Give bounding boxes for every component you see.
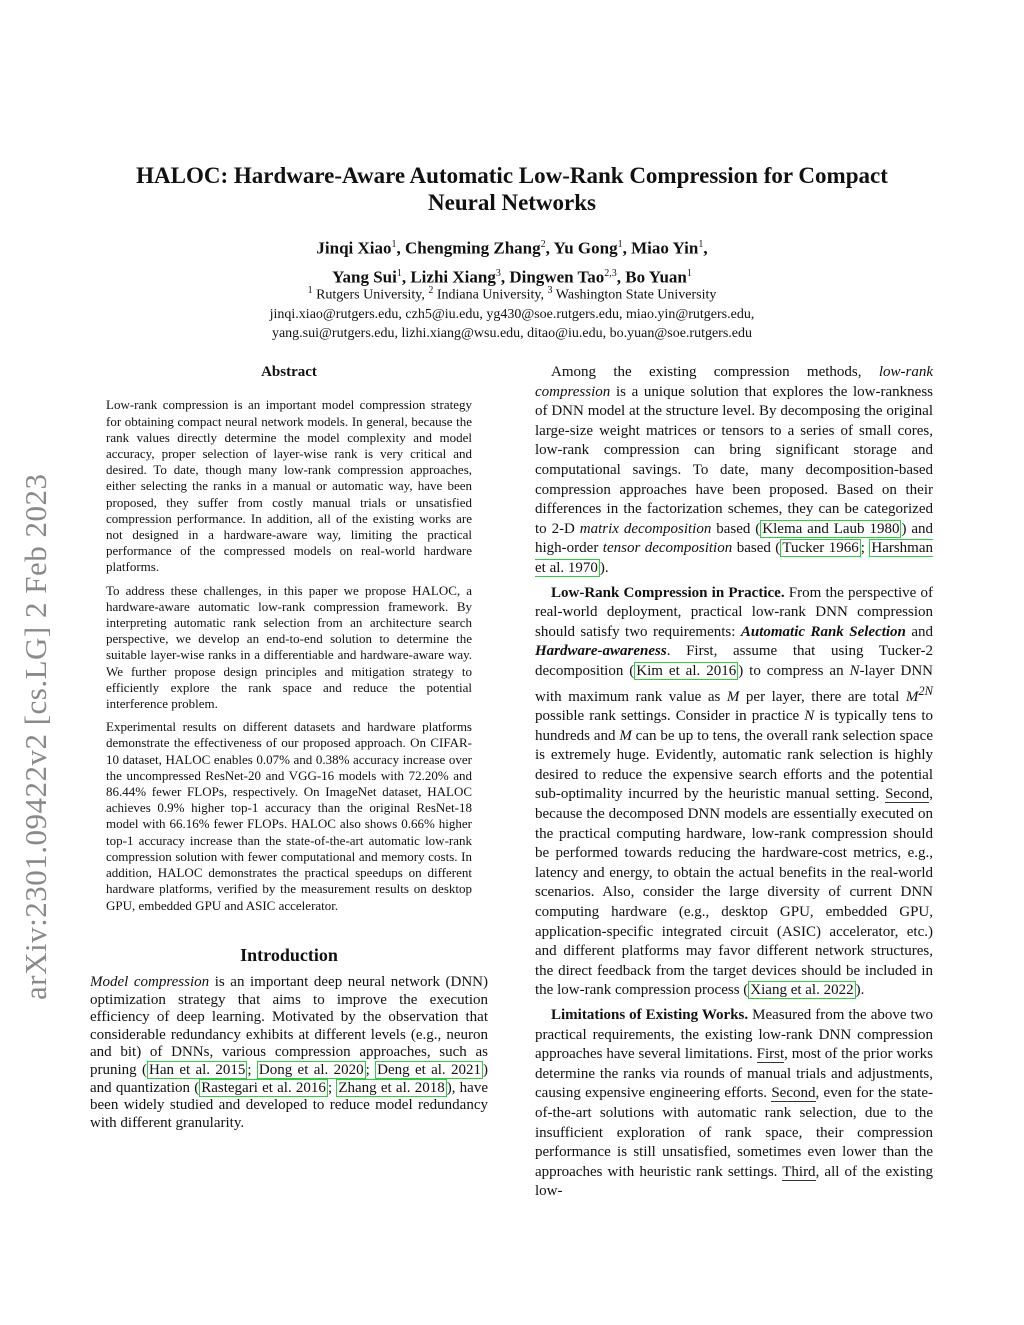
affiliation-name: Washington State University [555, 287, 717, 303]
affiliation-name: Indiana University [436, 287, 541, 303]
author-affiliation-mark: 1 [396, 267, 402, 279]
paper-title [80, 162, 944, 216]
citation-link[interactable]: Dong et al. 2020 [258, 1062, 364, 1079]
email-line-1: jinqi.xiao@rutgers.edu, czh5@iu.edu, yg430@soe.rutgers.edu, miao.yin@rutgers.edu, [269, 306, 755, 322]
text: ; [247, 1062, 257, 1079]
author-affiliation-mark: 2,3 [604, 267, 617, 279]
citation-link[interactable]: Klema and Laub 1980 [762, 520, 900, 537]
text: is a unique solution that explores the low-rankness of DNN model at the structure level. By decomposing the original large-size weight matrices or tensors to a series of small cores, low-rank compression can bring significant storage and computational savings. To date, many decomposition-based compression approaches have been proposed. Based on their differences in the factorization schemes, they can be categorized to 2-D [535, 383, 933, 537]
author-affiliation-mark: 1 [686, 267, 692, 279]
citation-link[interactable]: Tucker 1966 [782, 540, 859, 557]
author-name: Lizhi Xiang [410, 267, 496, 287]
affiliation-number: 3 [547, 285, 553, 296]
text: ) and high-order [535, 520, 934, 557]
text: , because the decomposed DNN models are essentially executed on the practical computing hardware, low-rank compression should be performed towards reducing the hardware-cost metrics, e.g., latency and energy, to obtain the actual benefits in the real-world scenarios. Also, consider the large diversity of current DNN computing hardware (e.g., desktop GPU, embedded GPU, application-specific integrated circuit (ASIC) accelerator, etc.) and different platforms may favor different network structures, the direct feedback from the target devices should be included in the low-rank compression process ( [535, 786, 933, 999]
body-paragraph [535, 584, 933, 1001]
text: is an important deep neural network (DNN) optimization strategy that aims to improve the execution efficiency of deep learning. Motivated by the observation that considerable redundancy exhibits at different levels (e.g., neuron and bit) of DNNs, various compression approaches, such as pruning ( [90, 974, 488, 1079]
abstract-paragraph: Low-rank compression is an important model compression strategy for obtaining compact neural network models. In general, because the rank values directly determine the model complexity and model accuracy, proper selection of layer-wise rank is very critical and desired. To date, though many low-rank compression approaches, either selecting the ranks in a manual or automatic way, have been proposed, they suffer from costly manual trials or unsatisfied compression performance. In addition, all of the existing works are not designed in a hardware-aware way, limiting the practical performance of the compressed models on real-world hardware platforms. [106, 397, 472, 575]
text: ; [365, 1062, 376, 1079]
citation-link[interactable]: Xiang et al. 2022 [750, 982, 854, 999]
emphasis: Model compression [90, 974, 210, 991]
left-column [90, 360, 488, 1132]
citation-link[interactable]: Deng et al. 2021 [377, 1062, 482, 1079]
text: and [905, 623, 933, 640]
author-affiliation-mark: 1 [391, 239, 397, 250]
text: , even for the state-of-the-art solutions with automatic rank selection, due to the insufficient exploration of rank space, their compression performance is still unsatisfied, sometimes even lower than the approaches with heuristic rank settings. [535, 1085, 933, 1180]
author-name: Jinqi Xiao [316, 238, 392, 258]
author-line-1: Jinqi Xiao$^1$, Chengming Zhang$^2$, Yu Gong$^1$, Miao Yin$^1$, [316, 238, 708, 258]
author-name: Chengming Zhang [405, 238, 541, 258]
author-name: Yang Sui [332, 267, 397, 287]
abstract-heading: Abstract [261, 364, 317, 380]
author-affiliation-mark: 2 [540, 239, 546, 250]
text: ). [855, 982, 865, 999]
text: Measured from the above two practical requirements, the existing low-rank DNN compression approaches have several limitations. [535, 1007, 933, 1063]
arxiv-identifier: arXiv:2301.09422v2 [cs.LG] 2 Feb 2023 [18, 473, 53, 1000]
math-symbol: M [619, 727, 632, 744]
body-paragraph [535, 363, 933, 579]
text: . First, assume that using Tucker-2 decomposition ( [535, 643, 933, 679]
author-name: Yu Gong [553, 238, 618, 258]
email-line-2: yang.sui@rutgers.edu, lizhi.xiang@wsu.edu, ditao@iu.edu, bo.yuan@soe.rutgers.edu [271, 325, 753, 341]
text: , most of the prior works determine the ranks via rounds of manual trials and adjustments, causing expensive engineering efforts. [535, 1046, 933, 1102]
affiliation-line: $^1$ Rutgers University, $^2$ Indiana University, $^3$ Washington State University [307, 285, 717, 303]
underlined-word: Second [885, 786, 930, 803]
underlined-word: First [756, 1046, 785, 1063]
title-line-2: Neural Networks [428, 190, 596, 215]
math-symbol: M [726, 688, 740, 705]
text: ; [327, 1079, 337, 1096]
abstract-body [90, 397, 488, 913]
text: based ( [711, 520, 761, 537]
text: Among the existing compression methods, [551, 364, 879, 380]
affiliations [80, 281, 944, 343]
citation-link[interactable]: Han et al. 2015 [149, 1062, 246, 1079]
emphasis: low-rank compression [535, 364, 933, 400]
math-symbol: N [849, 662, 860, 679]
text: per layer, there are total [739, 688, 906, 705]
math-symbol: M [905, 688, 919, 705]
underlined-word: Third [782, 1163, 816, 1180]
text: ) to compress an [738, 662, 850, 679]
math-exponent: 2N [918, 683, 933, 698]
author-affiliation-mark: 1 [698, 239, 704, 250]
citation-link[interactable]: Kim et al. 2016 [636, 662, 737, 679]
author-name: Dingwen Tao [509, 267, 605, 287]
body-paragraph [535, 1006, 933, 1202]
text: ; [860, 540, 870, 557]
affiliation-number: 2 [428, 285, 434, 296]
intro-paragraph [90, 974, 488, 1132]
emphasis: Automatic Rank Selection [740, 623, 906, 640]
text: From the perspective of real-world deployment, practical low-rank DNN compression should satisfy two requirements: [535, 584, 934, 640]
abstract-paragraph: Experimental results on different datasets and hardware platforms demonstrate the effectiveness of our proposed approach. On CIFAR-10 dataset, HALOC enables 0.07% and 0.38% accuracy increase over the uncompressed ResNet-20 and VGG-16 models with 72.20% and 86.44% fewer FLOPs, respectively. On ImageNet dataset, HALOC achieves 0.9% higher top-1 accuracy than the original ResNet-18 model with 66.16% fewer FLOPs. HALOC also shows 0.66% higher top-1 accuracy increase than the state-of-the-art automatic low-rank compression solution with fewer computational and memory costs. In addition, HALOC demonstrates the practical speedups on different hardware platforms, verified by the measurement results on desktop GPU, embedded GPU and ASIC accelerator. [106, 719, 472, 913]
affiliation-number: 1 [307, 285, 313, 296]
citation-link[interactable]: Harshman et al. 1970 [535, 540, 934, 576]
text: ), have been widely studied and developed to reduce model redundancy with different granularity. [90, 1079, 488, 1131]
author-name: Bo Yuan [625, 267, 687, 287]
author-name: Miao Yin [631, 238, 699, 258]
text: ) and quantization ( [90, 1062, 489, 1096]
introduction-body [90, 974, 488, 1132]
text: can be up to tens, the overall rank selection space is extremely huge. Evidently, automatic rank selection is highly desired to reduce the expensive search efforts and the potential sub-optimality incurred by the heuristic manual setting. [535, 727, 933, 803]
text: ). [599, 559, 609, 576]
text: is typically tens to hundreds and [535, 708, 933, 744]
title-line-1: HALOC: Hardware-Aware Automatic Low-Rank Compression for Compact [136, 163, 888, 188]
introduction-heading: Introduction [240, 944, 338, 965]
run-in-heading: Low-Rank Compression in Practice. [551, 584, 785, 601]
text: , all of the existing low- [535, 1163, 934, 1200]
author-affiliation-mark: 3 [495, 267, 501, 279]
run-in-heading: Limitations of Existing Works. [551, 1007, 749, 1023]
citation-link[interactable]: Zhang et al. 2018 [338, 1079, 445, 1096]
text: based ( [732, 540, 781, 557]
author-line-2: Yang Sui$^1$, Lizhi Xiang$^3$, Dingwen Tao$^{2,3}$, Bo Yuan$^1$ [332, 267, 692, 287]
affiliation-name: Rutgers University [316, 287, 422, 303]
abstract-paragraph: To address these challenges, in this paper we propose HALOC, a hardware-aware automatic low-rank compression framework. By interpreting automatic rank selection from an architecture search perspective, we develop an end-to-end solution to determine the suitable layer-wise ranks in a differentiable and hardware-aware way. We further propose design principles and mitigation strategy to efficiently explore the rank space and reduce the potential interference problem. [106, 582, 472, 712]
emphasis: matrix decomposition [579, 520, 712, 537]
underlined-word: Second [771, 1085, 816, 1102]
citation-link[interactable]: Rastegari et al. 2016 [201, 1079, 326, 1096]
text: -layer DNN with maximum rank value as [535, 662, 933, 705]
math-symbol: N [804, 708, 815, 725]
emphasis: tensor decomposition [602, 540, 733, 557]
author-affiliation-mark: 1 [617, 239, 623, 250]
right-column [535, 363, 933, 1207]
emphasis: Hardware-awareness [535, 643, 667, 660]
text: possible rank settings. Consider in practice [535, 708, 805, 725]
